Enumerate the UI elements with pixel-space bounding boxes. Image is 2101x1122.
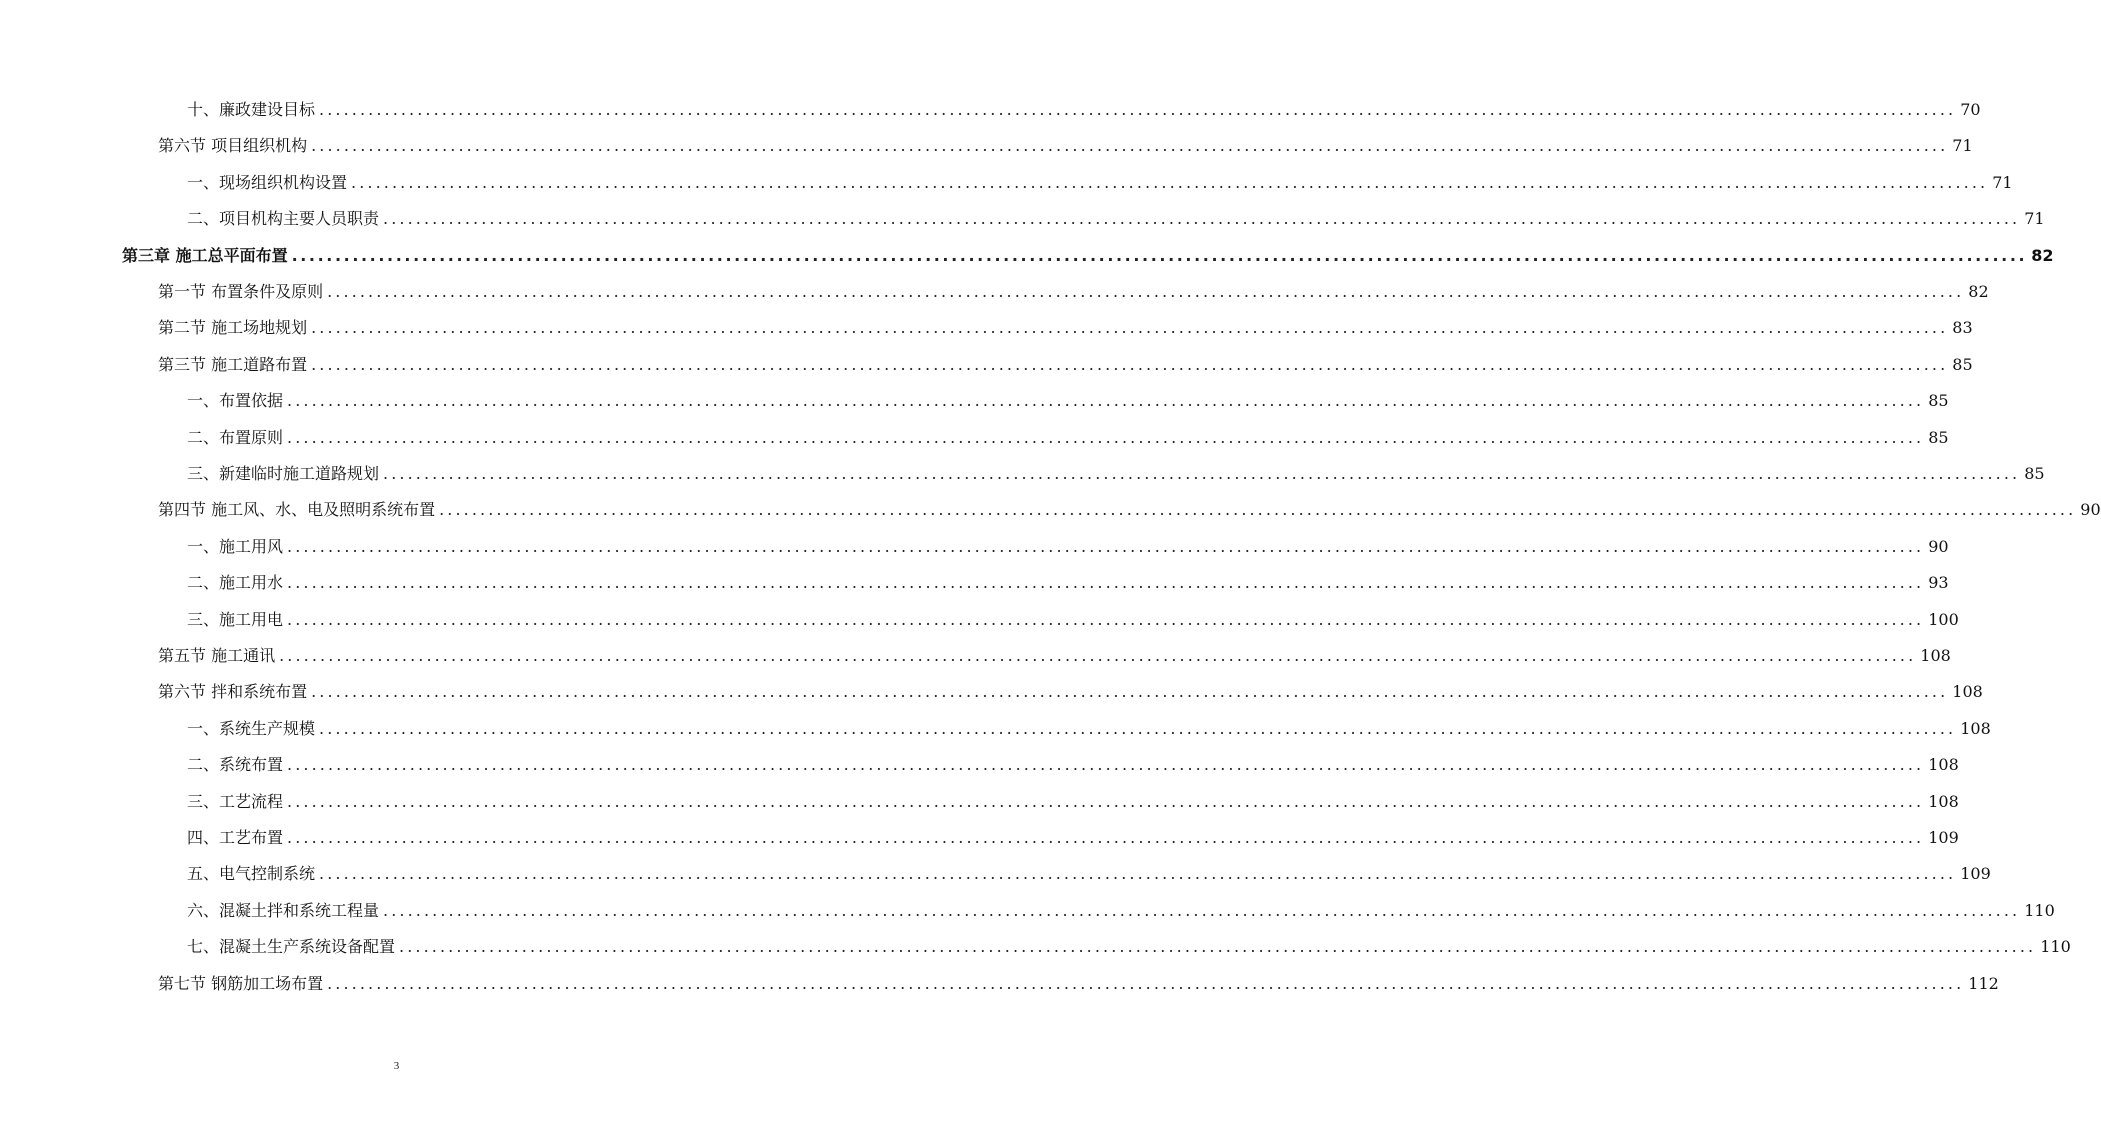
toc-entry-page: 108	[1960, 718, 1991, 738]
toc-entry[interactable]	[187, 818, 1959, 848]
toc-entry[interactable]	[187, 891, 2055, 921]
toc-entry[interactable]	[187, 854, 1991, 884]
toc-entry-title: 一、布置依据	[187, 391, 284, 411]
dot-leader: ........................................................................................................................................................................................................	[351, 172, 1989, 192]
toc-entry-page: 108	[1952, 682, 1983, 702]
toc-entry-title: 二、系统布置	[187, 755, 284, 775]
toc-entry-page: 110	[2040, 937, 2071, 957]
dot-leader: ........................................................................................................................................................................................................	[319, 864, 1957, 884]
dot-leader: ........................................................................................................................................................................................................	[311, 682, 1949, 702]
toc-entry[interactable]	[187, 527, 1949, 557]
toc-entry-title: 三、新建临时施工道路规划	[187, 464, 380, 483]
page-number: 3	[393, 1060, 400, 1072]
toc-entry-title: 五、电气控制系统	[187, 864, 316, 884]
toc-entry[interactable]	[122, 236, 2054, 266]
toc-entry-title: 六、混凝土拌和系统工程量	[187, 900, 380, 920]
dot-leader: ........................................................................................................................................................................................................	[399, 937, 2037, 957]
toc-entry-page: 90	[2080, 500, 2101, 520]
dot-leader: ........................................................................................................................................................................................................	[287, 609, 1925, 629]
toc-entry-page: 93	[1928, 573, 1949, 593]
toc-entry-page: 85	[1928, 391, 1949, 411]
toc-entry-page: 85	[2024, 464, 2045, 483]
toc-entry[interactable]	[158, 636, 1951, 666]
dot-leader: ........................................................................................................................................................................................................	[287, 536, 1925, 556]
toc-entry[interactable]	[187, 927, 2071, 957]
toc-entry-title: 第七节 钢筋加工场布置	[158, 973, 324, 993]
toc-entry-title: 第四节 施工风、水、电及照明系统布置	[158, 500, 436, 520]
toc-entry[interactable]	[158, 964, 1999, 994]
dot-leader: ........................................................................................................................................................................................................	[311, 354, 1949, 374]
toc-entry[interactable]	[187, 782, 1959, 812]
toc-entry[interactable]	[187, 745, 1959, 775]
dot-leader: ........................................................................................................................................................................................................	[319, 100, 1957, 119]
toc-entry-title: 第一节 布置条件及原则	[158, 282, 324, 301]
toc-entry[interactable]	[187, 199, 2045, 229]
toc-entry-title: 第三节 施工道路布置	[158, 354, 308, 374]
dot-leader: ........................................................................................................................................................................................................	[287, 391, 1925, 411]
dot-leader: ........................................................................................................................................................................................................	[439, 500, 2077, 520]
toc-entry-title: 第二节 施工场地规划	[158, 318, 308, 338]
toc-entry-title: 二、施工用水	[187, 573, 284, 593]
toc-entry-title: 第六节 拌和系统布置	[158, 682, 308, 702]
toc-entry-page: 109	[1960, 864, 1991, 884]
toc-entry-title: 一、施工用风	[187, 536, 284, 556]
toc-entry-page: 82	[1968, 282, 1989, 301]
dot-leader: ........................................................................................................................................................................................................	[287, 755, 1925, 775]
dot-leader: ........................................................................................................................................................................................................	[383, 464, 2021, 483]
dot-leader: ........................................................................................................................................................................................................	[287, 573, 1925, 593]
toc-entry-title: 四、工艺布置	[187, 828, 284, 847]
toc-entry-page: 108	[1928, 791, 1959, 811]
toc-entry-title: 二、布置原则	[187, 427, 284, 447]
toc-entry[interactable]	[158, 490, 2101, 520]
toc-entry-page: 71	[2024, 209, 2045, 229]
toc-entry-title: 十、廉政建设目标	[187, 100, 316, 119]
dot-leader: ........................................................................................................................................................................................................	[327, 282, 1965, 301]
toc-entry[interactable]	[187, 418, 1949, 448]
toc-entry-page: 71	[1992, 172, 2013, 192]
toc-entry[interactable]	[158, 126, 1973, 156]
toc-entry[interactable]	[158, 308, 1973, 338]
toc-entry[interactable]	[187, 563, 1949, 593]
toc-entry-page: 71	[1952, 136, 1973, 156]
toc-entry[interactable]	[158, 345, 1973, 375]
toc-entry-title: 第三章 施工总平面布置	[122, 245, 288, 265]
toc-entry-title: 一、系统生产规模	[187, 718, 316, 738]
dot-leader: ........................................................................................................................................................................................................	[383, 209, 2021, 229]
dot-leader: ........................................................................................................................................................................................................	[287, 791, 1925, 811]
toc-entry-title: 第六节 项目组织机构	[158, 136, 308, 156]
toc-entry-page: 109	[1928, 828, 1959, 847]
toc-entry[interactable]	[187, 163, 2013, 193]
toc-entry-page: 83	[1952, 318, 1973, 338]
dot-leader: ........................................................................................................................................................................................................	[287, 427, 1925, 447]
toc-entry-page: 100	[1928, 609, 1959, 629]
toc-entry-title: 七、混凝土生产系统设备配置	[187, 937, 396, 957]
dot-leader: ........................................................................................................................................................................................................	[311, 318, 1949, 338]
dot-leader: ........................................................................................................................................................................................................	[319, 718, 1957, 738]
toc-entry-title: 二、项目机构主要人员职责	[187, 209, 380, 229]
toc-entry[interactable]	[187, 381, 1949, 411]
toc-entry-page: 110	[2024, 900, 2055, 920]
toc-entry[interactable]	[187, 600, 1959, 630]
toc-entry-title: 三、工艺流程	[187, 791, 284, 811]
toc-entry[interactable]	[187, 709, 1991, 739]
toc-entry-title: 第五节 施工通讯	[158, 646, 276, 665]
toc-entry-title: 三、施工用电	[187, 609, 284, 629]
toc-entry-page: 90	[1928, 536, 1949, 556]
dot-leader: ........................................................................................................................................................................................................	[279, 646, 1917, 665]
toc-entry[interactable]	[187, 454, 2045, 484]
toc-entry[interactable]	[158, 672, 1983, 702]
dot-leader: ........................................................................................................................................................................................................	[291, 245, 2028, 265]
toc-entry-page: 70	[1960, 100, 1981, 119]
dot-leader: ........................................................................................................................................................................................................	[327, 973, 1965, 993]
dot-leader: ........................................................................................................................................................................................................	[383, 900, 2021, 920]
toc-entry-page: 108	[1920, 646, 1951, 665]
toc-entry[interactable]	[187, 90, 1981, 120]
toc-entry[interactable]	[158, 272, 1989, 302]
dot-leader: ........................................................................................................................................................................................................	[287, 828, 1925, 847]
toc-entry-page: 85	[1928, 427, 1949, 447]
dot-leader: ........................................................................................................................................................................................................	[311, 136, 1949, 156]
toc-entry-page: 85	[1952, 354, 1973, 374]
toc-entry-page: 82	[2031, 245, 2054, 265]
toc-entry-page: 108	[1928, 755, 1959, 775]
toc-entry-page: 112	[1968, 973, 1999, 993]
toc-entry-title: 一、现场组织机构设置	[187, 172, 348, 192]
